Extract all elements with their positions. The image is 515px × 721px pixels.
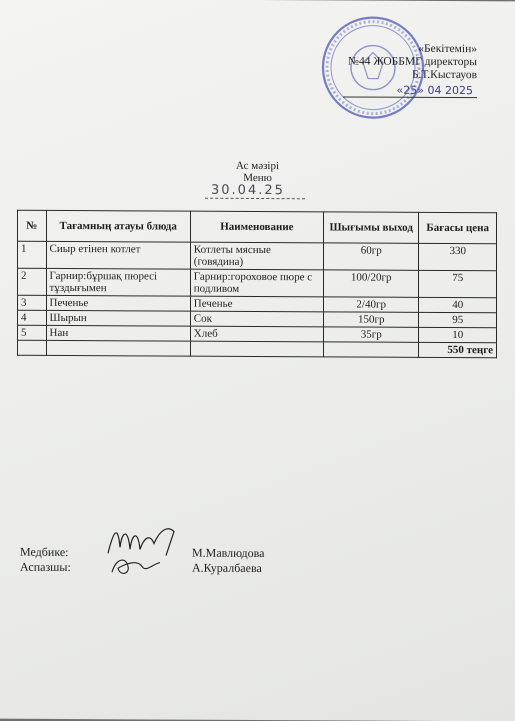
approval-block [343,42,477,98]
header-no: № [18,210,47,241]
table-row [18,241,497,271]
cell-price: 75 [419,270,497,297]
approval-position: №44 ЖОББМГ директоры [347,55,477,69]
handwritten-signature-cook [108,552,164,578]
cell-no: 1 [18,241,47,268]
table-header-row [18,210,497,244]
table-total-row [18,340,497,358]
title-kz: Ас мәзірі [235,159,280,173]
total-amount: 550 теңге [419,342,497,357]
cell-price: 95 [419,312,497,327]
header-price: Бағасы цена [419,212,497,243]
cell-empty [324,342,419,357]
title-ru: Меню [243,171,272,185]
approval-director: Б.Т.Кыстауов [411,68,477,82]
cell-empty [190,341,323,357]
cell-output: 35гр [324,327,419,342]
menu-table [17,210,497,359]
cell-name-kz: Гарнир:бұршақ пюресі тұздығымен [46,268,190,296]
cell-name-kz: Шырын [46,310,190,326]
cell-no: 4 [18,310,47,325]
approval-title: «Бекітемін» [418,42,477,56]
table-row [18,268,497,298]
approval-date: «25» 04 2025 [343,83,477,98]
cell-name-ru: Печенье [190,296,323,312]
cell-name-ru: Хлеб [190,326,323,342]
header-output: Шығымы выход [324,212,419,243]
header-name-kz: Тағамның атауы блюда [46,210,190,242]
signature-name: М.Мавлюдова [192,545,265,561]
cell-empty [46,340,190,356]
cell-name-ru: Гарнир:гороховое пюре с подливом [190,269,323,297]
signature-row-cook [20,560,420,577]
title-block [0,159,515,186]
cell-price: 40 [419,297,497,312]
cell-empty [18,340,47,355]
cell-output: 100/20гр [324,270,419,297]
signature-role: Аспазшы: [20,559,71,575]
header-name-ru: Наименование [190,211,323,243]
cell-name-ru: Котлеты мясные (говядина) [190,242,323,270]
signature-name: А.Куралбаева [192,560,262,576]
signature-role: Медбике: [20,544,69,560]
signatures-block [20,545,420,577]
cell-price: 10 [419,327,497,342]
cell-price: 330 [419,243,497,270]
cell-output: 60гр [324,243,419,270]
cell-no: 3 [18,295,47,310]
cell-no: 2 [18,268,47,295]
cell-name-kz: Печенье [46,295,190,311]
menu-date: 30.04.25 [205,183,305,200]
cell-no: 5 [18,325,47,340]
cell-output: 150гр [324,312,419,327]
cell-name-kz: Сиыр етінен котлет [46,241,190,269]
cell-output: 2/40гр [324,297,419,312]
cell-name-ru: Сок [190,311,323,327]
cell-name-kz: Нан [46,325,190,341]
